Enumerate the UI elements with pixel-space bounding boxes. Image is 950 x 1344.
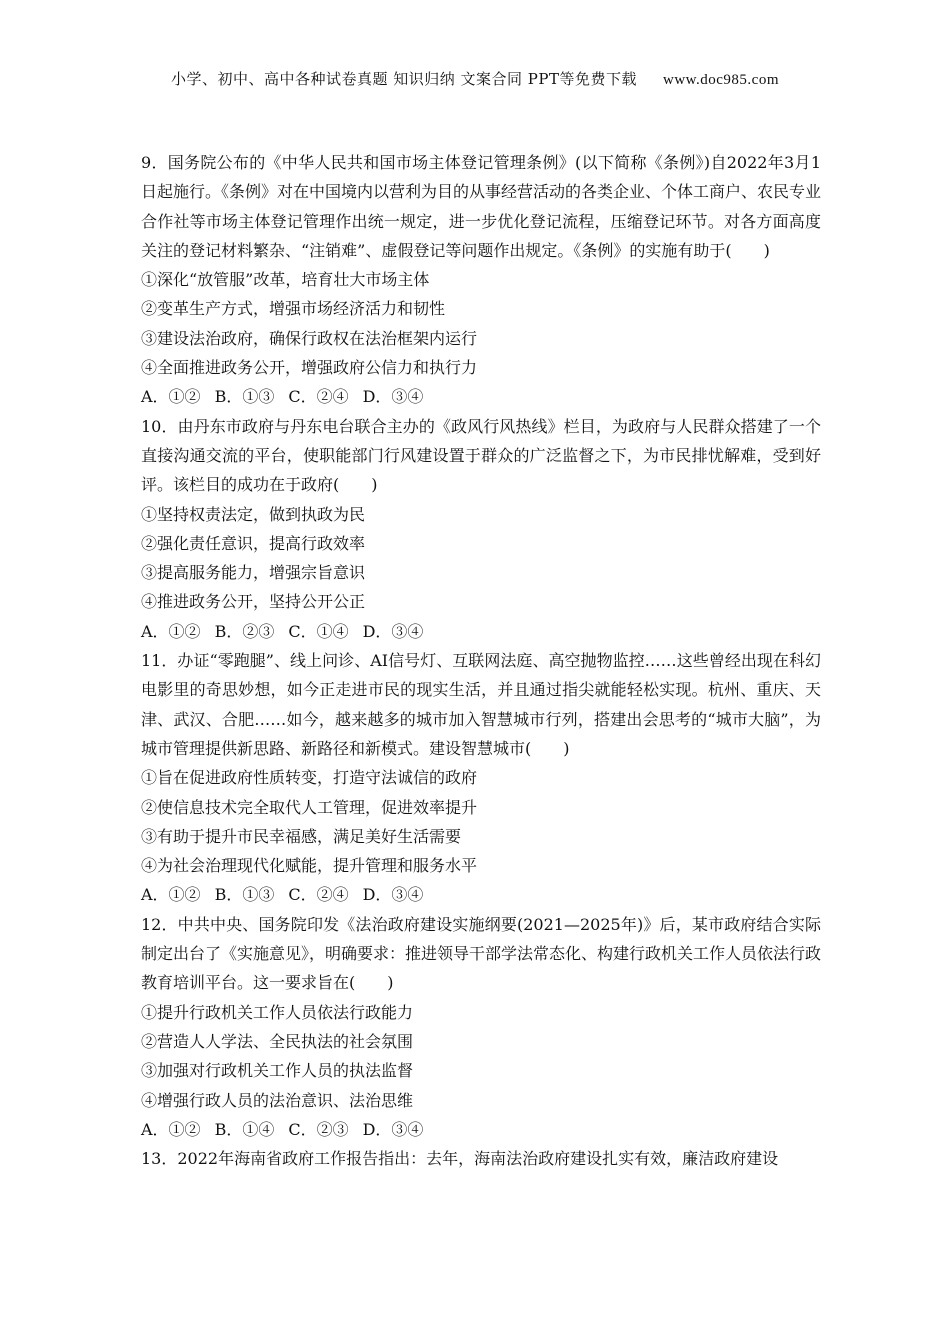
- question-stem: 11．办证“零跑腿”、线上问诊、AI信号灯、互联网法庭、高空抛物监控……这些曾经出现在科幻电影里的奇思妙想，如今正走进市民的现实生活，并且通过指尖就能轻松实现。杭州、重庆、天津、武汉、合肥……如今，越来越多的城市加入智慧城市行列，搭建出会思考的“城市大脑”，为城市管理提供新思路、新路径和新模式。建设智慧城市( ): [141, 651, 821, 758]
- answer-d: D．③④: [362, 387, 424, 407]
- answer-c: C．①④: [288, 621, 349, 641]
- answer-a: A．①②: [141, 621, 201, 641]
- answer-b: B．①③: [214, 387, 275, 407]
- option-3: ③建设法治政府，确保行政权在法治框架内运行: [141, 328, 478, 348]
- answer-b: B．②③: [214, 621, 275, 641]
- question-11: [141, 646, 821, 910]
- answer-c: C．②③: [288, 1119, 349, 1139]
- option-1: ①旨在促进政府性质转变，打造守法诚信的政府: [141, 768, 478, 788]
- answer-a: A．①②: [141, 1119, 201, 1139]
- question-list: [141, 148, 821, 1173]
- answer-d: D．③④: [362, 1119, 424, 1139]
- question-stem: 12．中共中央、国务院印发《法治政府建设实施纲要(2021—2025年)》后，某市政府结合实际制定出台了《实施意见》，明确要求：推进领导干部学法常态化、构建行政机关工作人员依法行政教育培训平台。这一要求旨在( ): [141, 914, 822, 993]
- answer-c: C．②④: [288, 387, 349, 407]
- question-stem: 10．由丹东市政府与丹东电台联合主办的《政风行风热线》栏目，为政府与人民群众搭建了一个直接沟通交流的平台，使职能部门行风建设置于群众的广泛监督之下，为市民排忧解难，受到好评。该栏目的成功在于政府( ): [141, 416, 821, 495]
- question-stem: 13．2022年海南省政府工作报告指出：去年，海南法治政府建设扎实有效，廉洁政府建设: [141, 1149, 779, 1169]
- answer-b: B．①③: [214, 885, 275, 905]
- option-4: ④推进政务公开，坚持公开公正: [141, 592, 366, 612]
- option-3: ③提高服务能力，增强宗旨意识: [141, 563, 366, 583]
- option-2: ②使信息技术完全取代人工管理，促进效率提升: [141, 797, 478, 817]
- question-9: [141, 148, 821, 412]
- question-10: [141, 412, 821, 646]
- option-2: ②变革生产方式，增强市场经济活力和韧性: [141, 299, 446, 319]
- answer-choices: [141, 1115, 821, 1144]
- answer-choices: [141, 617, 821, 646]
- answer-a: A．①②: [141, 885, 201, 905]
- page-header: [0, 68, 950, 89]
- option-3: ③加强对行政机关工作人员的执法监督: [141, 1061, 414, 1081]
- question-13: [141, 1144, 821, 1173]
- answer-d: D．③④: [362, 885, 424, 905]
- option-3: ③有助于提升市民幸福感，满足美好生活需要: [141, 826, 462, 846]
- question-12: [141, 910, 821, 1144]
- header-text: 小学、初中、高中各种试卷真题 知识归纳 文案合同 PPT等免费下载: [170, 70, 637, 88]
- answer-c: C．②④: [288, 885, 349, 905]
- answer-b: B．①④: [214, 1119, 275, 1139]
- answer-d: D．③④: [362, 621, 424, 641]
- answer-a: A．①②: [141, 387, 201, 407]
- option-4: ④增强行政人员的法治意识、法治思维: [141, 1090, 414, 1110]
- option-2: ②营造人人学法、全民执法的社会氛围: [141, 1031, 414, 1051]
- option-4: ④为社会治理现代化赋能，提升管理和服务水平: [141, 856, 478, 876]
- option-1: ①坚持权责法定，做到执政为民: [141, 504, 366, 524]
- option-1: ①深化“放管服”改革，培育壮大市场主体: [141, 270, 430, 290]
- answer-choices: [141, 880, 821, 909]
- question-stem: 9．国务院公布的《中华人民共和国市场主体登记管理条例》(以下简称《条例》)自2022年3月1日起施行。《条例》对在中国境内以营利为目的从事经营活动的各类企业、个体工商户、农民专业合作社等市场主体登记管理作出统一规定，进一步优化登记流程，压缩登记环节。对各方面高度关注的登记材料繁杂、“注销难”、虚假登记等问题作出规定。《条例》的实施有助于( ): [141, 153, 822, 260]
- option-1: ①提升行政机关工作人员依法行政能力: [141, 1002, 414, 1022]
- answer-choices: [141, 382, 821, 411]
- option-2: ②强化责任意识，提高行政效率: [141, 533, 366, 553]
- option-4: ④全面推进政务公开，增强政府公信力和执行力: [141, 358, 478, 378]
- header-site: www.doc985.com: [662, 72, 779, 88]
